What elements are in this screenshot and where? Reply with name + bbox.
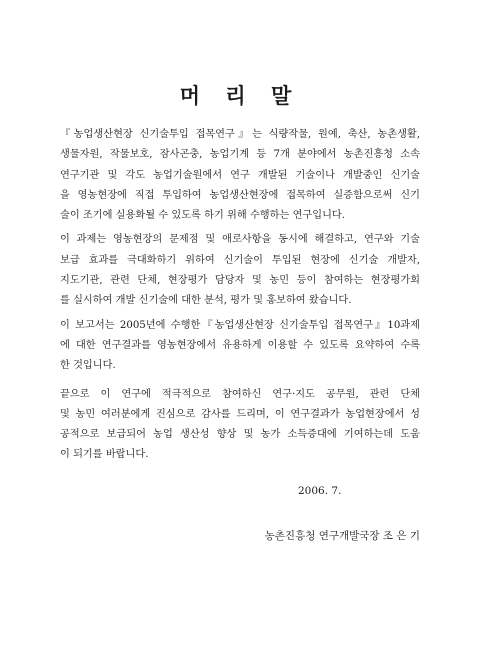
author-signature: 농촌진흥청 연구개발국장 조 은 기	[264, 530, 420, 542]
page-title: 머 리 말	[179, 83, 301, 108]
document-date: 2006. 7.	[298, 485, 342, 497]
text-line: 연구기관 및 각도 농업기술원에서 연구 개발된 기술이나 개발중인 신기술	[60, 169, 420, 181]
paragraph-3	[60, 316, 420, 377]
text-line: 및 농민 여러분에게 진심으로 감사를 드리며, 이 연구결과가 농업현장에서 성	[60, 408, 420, 420]
paragraph-2	[60, 230, 420, 311]
text-line: 공적으로 보급되어 농업 생산성 향상 및 농가 소득증대에 기여하는데 도움	[60, 429, 420, 441]
text-line: 지도기관, 관련 단체, 현장평가 담당자 및 농민 등이 참여하는 현장평가회	[60, 275, 420, 287]
preface-body	[60, 125, 420, 470]
text-line: 한 것입니다.	[60, 360, 116, 372]
text-line: 이 보고서는 2005년에 수행한『농업생산현장 신기술투입 접목연구』10과제	[60, 319, 420, 331]
text-line: 를 실시하여 개발 신기술에 대한 분석, 평가 및 홍보하여 왔습니다.	[60, 295, 352, 307]
text-line: 에 대한 연구결과를 영농현장에서 유용하게 이용할 수 있도록 요약하여 수록	[60, 339, 420, 351]
paragraph-1	[60, 125, 420, 226]
text-line: 이 되기를 바랍니다.	[60, 449, 149, 461]
text-line: 끝으로 이 연구에 적극적으로 참여하신 연구·지도 공무원, 관련 단체	[60, 388, 420, 400]
text-line: 을 영농현장에 직접 투입하여 농업생산현장에 접목하여 실증함으로써 신기	[60, 189, 420, 201]
paragraph-4	[60, 385, 420, 466]
text-line: 보급 효과를 극대화하기 위하여 신기술이 투입된 현장에 신기술 개발자,	[60, 254, 420, 266]
text-line: 이 과제는 영농현장의 문제점 및 애로사항을 동시에 해결하고, 연구와 기술	[60, 234, 420, 246]
text-line: 생물자원, 작물보호, 잠사곤충, 농업기계 등 7개 분야에서 농촌진흥청 소속	[60, 149, 420, 161]
text-line: 술이 조기에 실용화될 수 있도록 하기 위해 수행하는 연구입니다.	[60, 210, 346, 222]
text-line: 『농업생산현장 신기술투입 접목연구』는 식량작물, 원예, 축산, 농촌생활,	[60, 129, 420, 140]
